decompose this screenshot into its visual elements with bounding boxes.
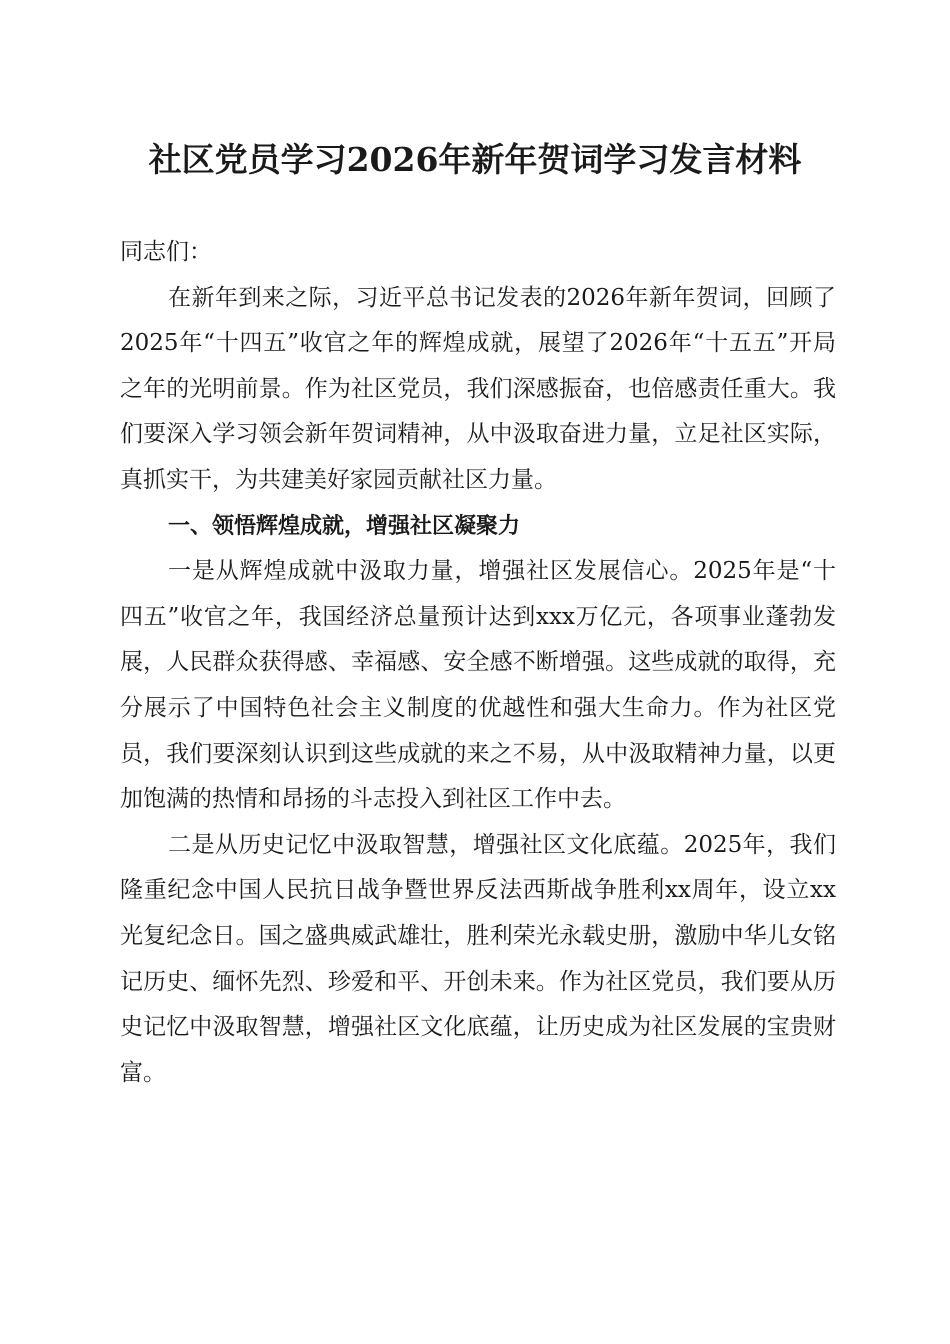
paragraph-text: 2025年，我们隆重纪念中国人民抗日战争暨世界反法西斯战争胜利xx周年，设立xx光复纪念日。国之盛典威武雄壮，胜利荣光永载史册，激励中华儿女铭记历史、缅怀先烈、珍爱和平、开创未来。作为社区党员，我们要从历史记忆中汲取智慧，增强社区文化底蕴，让历史成为社区发展的宝贵财富。 [120,831,836,1086]
salutation: 同志们： [120,239,212,265]
paragraph-text: 2025年是“十四五”收官之年，我国经济总量预计达到xxx万亿元，各项事业蓬勃发展，人民群众获得感、幸福感、安全感不断增强。这些成就的取得，充分展示了中国特色社会主义制度的优越性和强大生命力。作为社区党员，我们要深刻认识到这些成就的来之不易，从中汲取精神力量，以更加饱满的热情和昂扬的斗志投入到社区工作中去。 [120,558,837,813]
document-body [120,230,836,1096]
paragraph-point-2 [120,823,836,1097]
paragraph-lead: 一是从辉煌成就中汲取力量，增强社区发展信心。 [168,558,694,585]
section-heading-1: 一、领悟辉煌成就，增强社区凝聚力 [168,513,521,539]
paragraph-point-1 [120,549,836,823]
paragraph-intro: 在新年到来之际，习近平总书记发表的2026年新年贺词，回顾了2025年“十四五”收官之年的辉煌成就，展望了2026年“十五五”开局之年的光明前景。作为社区党员，我们深感振奋，也倍感责任重大。我们要深入学习领会新年贺词精神，从中汲取奋进力量，立足社区实际，真抓实干，为共建美好家园贡献社区力量。 [120,284,836,493]
document-title: 社区党员学习2026年新年贺词学习发言材料 [148,140,802,179]
paragraph-lead: 二是从历史记忆中汲取智慧，增强社区文化底蕴。 [168,831,684,858]
